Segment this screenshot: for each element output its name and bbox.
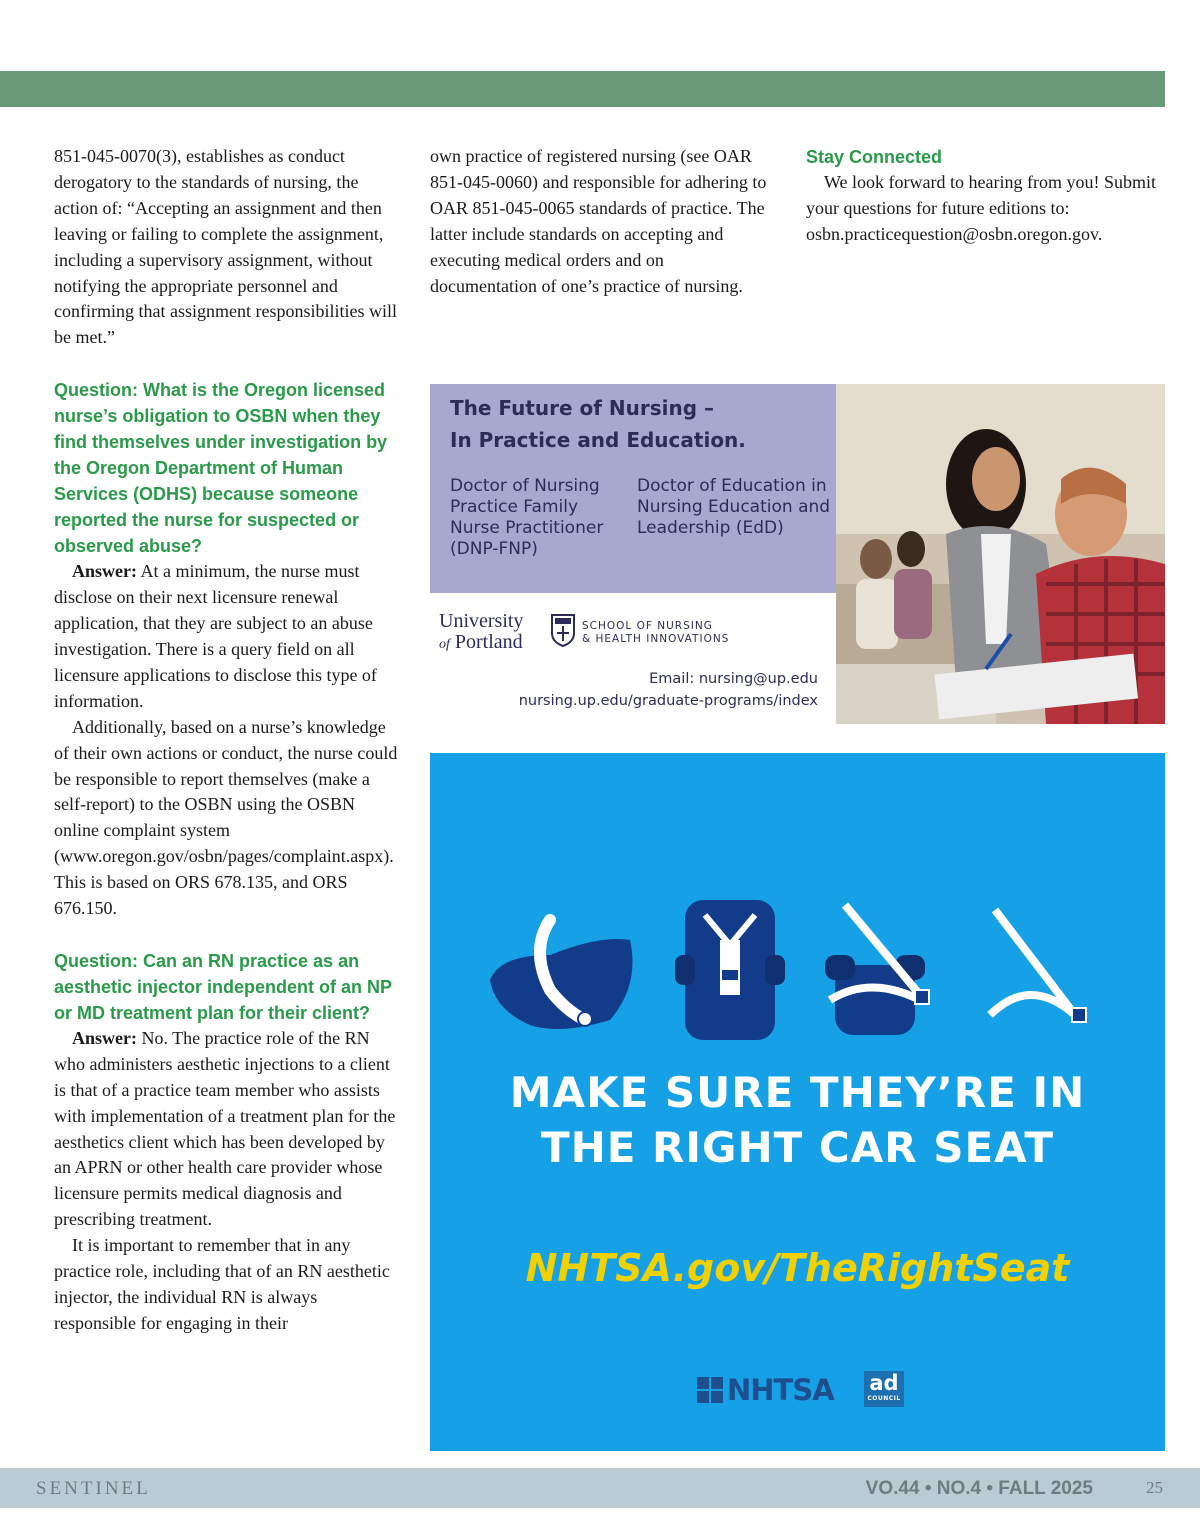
nhtsa-url[interactable]: NHTSA.gov/TheRightSeat [525,1246,1070,1290]
nhtsa-headline-line-1: MAKE SURE THEY’RE IN [509,1068,1086,1117]
question-1-heading: Question: What is the Oregon licensed nurse’s obligation to OSBN when they find themselves under investigation by the Oregon Department of Human Services (ODHS) because someone reported the nurse for suspected or observed abuse? [54,380,388,557]
ad-council-logo-council: COUNCIL [867,1395,901,1402]
convertible-seat-icon [675,900,785,1040]
nursing-students-photo [836,384,1165,724]
answer-2-text: No. The practice role of the RN who administers aesthetic injections to a client is that of a practice team member who assists with implementation of a treatment plan for the aesthetics client which has been developed by an APRN or other health care provider whose licensure permits medical diagnosis and prescribing treatment. [54,1027,396,1230]
article-column-1 [54,144,399,1337]
ad-council-logo-ad: ad [869,1371,899,1395]
intro-paragraph: 851-045-0070(3), establishes as conduct derogatory to the standards of nursing, the action of: “Accepting an assignment and then leaving or failing to complete the assignment, including a supervisory assignment, without notifying the appropriate personnel and confirming that assignment responsibilities will be met.” [54,146,397,348]
infant-seat-icon [490,920,633,1029]
issue-info: VO.44 • NO.4 • FALL 2025 [865,1478,1093,1499]
nhtsa-logo-text: NHTSA [727,1373,834,1407]
shield-icon [550,613,576,647]
header-color-bar [0,71,1165,107]
ad-email[interactable]: Email: nursing@up.edu [649,671,818,687]
program-edd: Doctor of Education in Nursing Education and Leadership (EdD) [637,476,831,538]
stay-connected-paragraph: We look forward to hearing from you! Submit your questions for future editions to: [806,172,1156,218]
nhtsa-headline-line-2: THE RIGHT CAR SEAT [540,1123,1055,1172]
ad-contact [519,668,818,712]
answer-1-paragraph-1 [54,559,399,714]
ad-purple-panel [430,384,836,593]
ad-url[interactable]: nursing.up.edu/graduate-programs/index [518,693,818,709]
car-seat-icons [490,895,1090,1045]
school-name-line-2: & HEALTH INNOVATIONS [582,633,730,645]
sponsor-logos [697,1371,907,1411]
continued-paragraph: own practice of registered nursing (see OAR 851-045-0060) and responsible for adhering to OAR 851-045-0065 standards of practice. The latter include standards on accepting and executing medical orders and on documentation of one’s practice of nursing. [430,146,767,296]
school-name-line-1: SCHOOL OF NURSING [582,620,713,632]
ad-council-logo [864,1371,904,1407]
answer-2-paragraph-1 [54,1026,399,1233]
answer-label: Answer: [72,1027,137,1048]
university-wordmark [439,611,549,655]
booster-seat-icon [825,905,929,1035]
contact-email[interactable]: osbn.practicequestion@osbn.oregon.gov. [806,223,1103,244]
dot-seal-icon [697,1377,725,1405]
stay-connected-heading: Stay Connected [806,147,943,167]
university-wordmark-line-1: University [439,610,524,632]
question-2-heading: Question: Can an RN practice as an aesthetic injector independent of an NP or MD treatment plan for their client? [54,950,392,1023]
publication-name: SENTINEL [36,1478,151,1499]
program-dnp-fnp: Doctor of Nursing Practice Family Nurse Practitioner (DNP-FNP) [450,476,604,559]
school-name [582,620,729,646]
answer-1-text: At a minimum, the nurse must disclose on their next licensure renewal application, that they are subject to an abuse investigation. There is a query field on all licensure applications to disclose this type of information. [54,561,377,711]
answer-2-paragraph-2: It is important to remember that in any practice role, including that of an RN aesthetic injector, the individual RN is always responsible for engaging in their [54,1235,390,1333]
ad-title-line-1: The Future of Nursing – [450,396,715,420]
article-column-3 [806,144,1156,248]
answer-1-paragraph-2: Additionally, based on a nurse’s knowledge of their own actions or conduct, the nurse could be responsible to report themselves (make a self-report) to the OSBN using the OSBN online complaint system (www.oregon.gov/osbn/pages/complaint.aspx). This is based on ORS 678.135, and ORS 676.150. [54,716,398,919]
seat-belt-icon [990,910,1086,1022]
article-column-2 [430,144,775,299]
university-wordmark-line-2: Portland [454,631,523,653]
answer-label: Answer: [72,561,137,582]
ad-title-line-2: In Practice and Education. [450,428,746,452]
ad-title [450,392,830,456]
nhtsa-car-seat-ad[interactable] [430,753,1165,1451]
university-wordmark-of: of [439,637,450,652]
university-portland-ad[interactable] [430,384,1165,724]
nhtsa-headline [430,1065,1165,1175]
page-number: 25 [1146,1478,1163,1497]
university-logo [439,611,769,659]
